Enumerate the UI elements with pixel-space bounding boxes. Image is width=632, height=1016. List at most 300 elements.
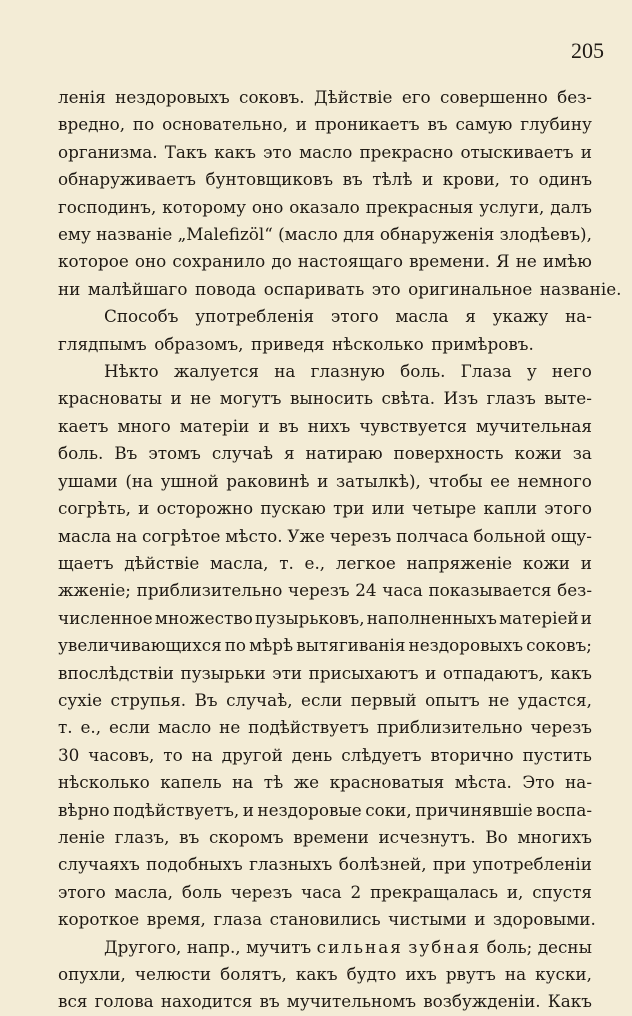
word: него: [551, 361, 592, 382]
text-line: [58, 413, 592, 440]
word: имѣю: [542, 251, 592, 272]
word: масло: [299, 141, 353, 162]
word: опухли,: [58, 964, 126, 984]
word: десны: [537, 936, 592, 957]
word: настоящаго: [297, 251, 403, 272]
word: черезъ: [288, 580, 350, 601]
word: случаяхъ: [58, 854, 140, 875]
text-line: [58, 440, 592, 467]
word: организма.: [58, 141, 158, 162]
word: прекращалась: [370, 881, 498, 902]
word: осторожно: [156, 498, 254, 519]
word: употребленія: [195, 306, 315, 327]
word: три: [333, 498, 365, 519]
word: согрѣть,: [58, 498, 131, 519]
text-line: [58, 221, 592, 248]
word: т.: [279, 552, 294, 573]
word: глазныхъ: [249, 854, 333, 875]
word: ленія: [58, 87, 106, 107]
word: и: [580, 552, 592, 573]
word: впослѣдствіи: [58, 662, 174, 683]
word: ни: [58, 278, 81, 299]
word: подѣйствуетъ: [248, 717, 369, 738]
word: мѣрѣ: [249, 635, 294, 656]
word: дѣйствіе: [124, 552, 200, 573]
word: леніе: [58, 826, 106, 847]
word: случаѣ: [211, 443, 273, 464]
word: скоромъ: [208, 826, 284, 847]
text-line: [58, 879, 592, 906]
text-line: [58, 468, 592, 495]
word: щаетъ: [58, 552, 114, 573]
word: по: [132, 114, 155, 135]
word: за: [572, 443, 592, 464]
word: Изъ: [443, 388, 479, 409]
word: е.,: [80, 717, 102, 738]
text-line: [58, 988, 592, 1015]
word: пузырьки: [180, 662, 266, 683]
text-line: [58, 111, 592, 138]
word: Нѣкто: [104, 361, 159, 382]
word: это: [371, 278, 401, 299]
text-line: [58, 660, 592, 687]
word: проникаетъ: [314, 114, 420, 135]
text-line: [58, 714, 592, 741]
word: же: [293, 772, 320, 793]
word: короткое: [58, 909, 140, 930]
word: совершенно: [440, 87, 548, 107]
word: сухіе: [58, 689, 103, 710]
word: не: [515, 251, 537, 272]
word: „Malefizöl“: [177, 224, 273, 245]
word: и: [425, 662, 437, 683]
word: и: [580, 607, 592, 628]
text-line: [58, 906, 596, 933]
word: подобныхъ: [146, 854, 243, 875]
word: жженіе;: [58, 580, 131, 601]
word: чувствуется: [359, 415, 467, 436]
word: Я: [496, 251, 510, 272]
word: затылкѣ),: [335, 470, 421, 491]
word: масла: [395, 306, 449, 327]
word: Способъ: [104, 306, 179, 327]
word: капли: [483, 498, 538, 519]
word: и: [421, 169, 434, 190]
word: времени.: [409, 251, 490, 272]
word: господинъ,: [58, 196, 157, 217]
word: вѣрно: [58, 799, 110, 820]
word: вся: [58, 991, 88, 1012]
word: черезъ: [329, 525, 392, 546]
word: вредно,: [58, 114, 126, 135]
word: вытягиванія: [296, 635, 406, 656]
word: натираю: [305, 443, 383, 464]
word: оно: [251, 196, 284, 217]
word: легкое: [335, 552, 396, 573]
word: капель: [160, 772, 222, 793]
word: его: [401, 87, 431, 107]
word: становились: [269, 909, 381, 930]
word: масла: [58, 525, 112, 546]
text-line: [58, 934, 592, 961]
word: Такъ: [164, 141, 208, 162]
word: если: [301, 689, 343, 710]
word: множество: [154, 607, 253, 628]
word: ушами: [58, 470, 118, 491]
word: у: [526, 361, 537, 382]
word: и,: [506, 881, 524, 902]
word: причинявшіе: [415, 799, 533, 820]
word: много: [117, 415, 171, 436]
word: больной: [473, 525, 546, 546]
word: далъ: [550, 196, 592, 217]
word: 30: [58, 744, 80, 765]
word: часовъ,: [88, 744, 155, 765]
word: обнаруживаетъ: [58, 169, 196, 190]
word: первый: [350, 689, 417, 710]
word: поверхность: [393, 443, 504, 464]
text-line: [58, 797, 592, 824]
word: я: [283, 443, 295, 464]
word: оригинальное: [408, 278, 533, 299]
word: на: [274, 361, 296, 382]
word: употребленіи: [472, 854, 592, 875]
word: на-: [565, 772, 592, 793]
word: и: [580, 141, 592, 162]
word: самую: [455, 114, 513, 135]
word: примѣровъ.: [431, 333, 534, 354]
word: зубная: [408, 936, 482, 957]
word: красноваты: [58, 388, 163, 409]
word: мѣста.: [454, 772, 512, 793]
word: въ: [342, 169, 363, 190]
word: приведя: [251, 333, 325, 354]
word: боль.: [58, 443, 104, 464]
text-line: [58, 742, 592, 769]
word: на-: [565, 306, 592, 327]
text-line: [58, 824, 592, 851]
word: воспа-: [536, 799, 592, 820]
word: показывается: [428, 580, 552, 601]
word: какъ: [214, 141, 256, 162]
word: сохранило: [172, 251, 266, 272]
word: приблизительно: [376, 717, 523, 738]
word: тѣлѣ: [372, 169, 413, 190]
text-line: [58, 851, 592, 878]
word: нездоровыхъ: [408, 635, 524, 656]
word: Уже: [287, 525, 325, 546]
word: свѣта.: [381, 388, 436, 409]
word: приблизительно: [136, 580, 283, 601]
word: нездоровыхъ: [115, 87, 230, 107]
word: без-: [557, 580, 592, 601]
word: какъ: [295, 964, 338, 984]
word: если: [108, 717, 151, 738]
word: на: [115, 525, 138, 546]
word: находится: [160, 991, 253, 1012]
word: одинъ: [538, 169, 592, 190]
word: соки,: [365, 799, 412, 820]
word: пускаю: [260, 498, 326, 519]
word: въ: [179, 826, 200, 847]
word: боль: [181, 881, 222, 902]
word: куски,: [535, 964, 592, 984]
word: времени: [293, 826, 369, 847]
word: подѣйствуетъ,: [113, 799, 240, 820]
word: Другого,: [104, 936, 182, 957]
word: этого: [58, 881, 106, 902]
word: 24: [355, 580, 377, 601]
word: матеріей: [499, 607, 579, 628]
word: эти: [272, 662, 303, 683]
word: обнаруженія: [379, 224, 495, 245]
word: без-: [557, 87, 592, 107]
word: напряженіе: [406, 552, 513, 573]
word: и: [242, 799, 254, 820]
word: бунтовщиковъ: [205, 169, 334, 190]
word: боль.: [400, 361, 446, 382]
word: названіе: [96, 224, 173, 245]
word: т.: [58, 717, 73, 738]
word: мѣсто.: [225, 525, 283, 546]
word: оказало: [289, 196, 360, 217]
word: названіе.: [539, 278, 622, 299]
word: Какъ: [547, 991, 592, 1012]
word: то: [163, 744, 183, 765]
word: Дѣйствіе: [314, 87, 393, 107]
text-line: [58, 632, 592, 659]
word: мучительномъ: [286, 991, 417, 1012]
word: чтобы: [428, 470, 483, 491]
word: и: [474, 909, 486, 930]
text-line: [58, 605, 592, 632]
text-line: [58, 139, 592, 166]
text-line: [58, 769, 592, 796]
word: оно: [134, 251, 167, 272]
word: для: [343, 224, 375, 245]
word: болятъ,: [220, 964, 287, 984]
word: напр.,: [186, 936, 241, 957]
text-line: [58, 523, 592, 550]
word: выте-: [544, 388, 592, 409]
text-line: [58, 194, 592, 221]
word: (масло: [278, 224, 338, 245]
word: раковинѣ: [226, 470, 310, 491]
word: выносить: [289, 388, 374, 409]
word: злодѣевъ),: [499, 224, 592, 245]
word: пузырьковъ,: [255, 607, 365, 628]
word: и: [258, 415, 270, 436]
word: оспаривать: [263, 278, 365, 299]
page-number: 205: [571, 38, 604, 63]
word: не: [219, 717, 241, 738]
word: и: [138, 498, 150, 519]
word: случаѣ,: [226, 689, 293, 710]
word: будто: [346, 964, 397, 984]
word: соковъ.: [239, 87, 305, 107]
word: на: [232, 772, 254, 793]
word: исчезнутъ.: [378, 826, 476, 847]
word: которое: [58, 251, 129, 272]
text-line: [58, 385, 592, 412]
word: красноватыя: [329, 772, 445, 793]
word: спустя: [532, 881, 592, 902]
word: болѣзней,: [338, 854, 427, 875]
word: въ: [259, 991, 280, 1012]
word: или: [371, 498, 405, 519]
word: этого: [330, 306, 379, 327]
word: е.,: [304, 552, 326, 573]
word: масла,: [210, 552, 269, 573]
word: рвутъ: [445, 964, 496, 984]
word: вторично: [430, 744, 514, 765]
text-line: [58, 495, 592, 522]
word: черезъ: [230, 881, 293, 902]
word: 2: [350, 881, 362, 902]
word: нихъ: [307, 415, 351, 436]
text-line: [58, 577, 592, 604]
word: нездоровые: [257, 799, 362, 820]
word: Въ: [114, 443, 138, 464]
word: и: [170, 388, 182, 409]
word: услуги,: [479, 196, 545, 217]
word: наполненныхъ: [366, 607, 497, 628]
word: Во: [485, 826, 508, 847]
word: боль;: [486, 936, 533, 957]
text-line: [58, 358, 592, 385]
word: возбужденіи.: [423, 991, 541, 1012]
text-line: [58, 550, 592, 577]
word: мучительная: [476, 415, 592, 436]
word: нѣсколько: [332, 333, 424, 354]
word: челюсти: [134, 964, 212, 984]
word: масла,: [114, 881, 174, 902]
word: то: [509, 169, 529, 190]
word: и: [295, 114, 307, 135]
text-line: [58, 331, 592, 358]
word: здоровыми.: [493, 909, 596, 930]
word: Глаза: [460, 361, 512, 382]
word: образомъ,: [154, 333, 244, 354]
word: повода: [195, 278, 257, 299]
word: которому: [162, 196, 246, 217]
word: время,: [146, 909, 206, 930]
word: ихъ: [405, 964, 437, 984]
word: часа: [301, 881, 342, 902]
word: чистыми: [388, 909, 467, 930]
text-line: [58, 961, 592, 988]
word: черезъ: [530, 717, 592, 738]
word: четыре: [411, 498, 477, 519]
word: крови,: [442, 169, 501, 190]
word: струпья.: [110, 689, 187, 710]
text-line: [58, 276, 622, 303]
word: укажу: [492, 306, 549, 327]
word: Въ: [194, 689, 218, 710]
word: могутъ: [219, 388, 282, 409]
word: (на: [125, 470, 154, 491]
word: увеличивающихся: [58, 635, 222, 656]
word: слѣдуетъ: [341, 744, 422, 765]
word: глаза: [213, 909, 263, 930]
word: жалуется: [173, 361, 260, 382]
text-line: [58, 248, 592, 275]
word: глубину: [520, 114, 592, 135]
word: ему: [58, 224, 91, 245]
word: по: [224, 635, 247, 656]
word: часа: [382, 580, 423, 601]
word: на: [504, 964, 527, 984]
word: согрѣтое: [141, 525, 221, 546]
word: ее: [490, 470, 510, 491]
word: малѣйшаго: [87, 278, 188, 299]
word: прекрасныя: [365, 196, 474, 217]
word: этого: [544, 498, 592, 519]
text-line: [58, 687, 592, 714]
word: я: [465, 306, 476, 327]
word: тѣ: [263, 772, 284, 793]
word: многихъ: [517, 826, 592, 847]
text-line: [58, 84, 592, 111]
word: пустить: [522, 744, 592, 765]
word: и: [317, 470, 329, 491]
word: отыскиваетъ: [460, 141, 574, 162]
word: удастся,: [517, 689, 592, 710]
word: отпадаютъ,: [442, 662, 544, 683]
word: Это: [522, 772, 555, 793]
text-line: [58, 166, 592, 193]
word: глазъ,: [114, 826, 170, 847]
word: глазъ: [486, 388, 536, 409]
word: сильная: [316, 936, 403, 957]
word: это: [263, 141, 292, 162]
word: немного: [517, 470, 592, 491]
word: масло: [158, 717, 212, 738]
word: при: [432, 854, 467, 875]
word: кожи: [522, 552, 570, 573]
word: полчаса: [396, 525, 469, 546]
word: не: [488, 689, 510, 710]
word: основательно,: [162, 114, 288, 135]
word: въ: [427, 114, 448, 135]
word: нѣсколько: [58, 772, 150, 793]
word: глазную: [310, 361, 385, 382]
word: другой: [221, 744, 283, 765]
word: кожи: [514, 443, 562, 464]
word: въ: [278, 415, 299, 436]
word: ушной: [160, 470, 219, 491]
word: численное: [58, 607, 153, 628]
body-text: [58, 84, 622, 1016]
word: ощу-: [550, 525, 592, 546]
word: на: [191, 744, 213, 765]
word: матеріи: [179, 415, 250, 436]
word: день: [291, 744, 333, 765]
word: опытъ: [425, 689, 480, 710]
word: присыхаютъ: [308, 662, 419, 683]
word: каетъ: [58, 415, 109, 436]
word: глядпымъ: [58, 333, 147, 354]
word: прекрасно: [359, 141, 454, 162]
word: не: [190, 388, 212, 409]
text-line: [58, 303, 592, 330]
word: какъ: [550, 662, 592, 683]
word: голова: [94, 991, 154, 1012]
word: мучитъ: [246, 936, 312, 957]
word: этомъ: [148, 443, 201, 464]
word: соковъ;: [526, 635, 592, 656]
word: до: [271, 251, 292, 272]
